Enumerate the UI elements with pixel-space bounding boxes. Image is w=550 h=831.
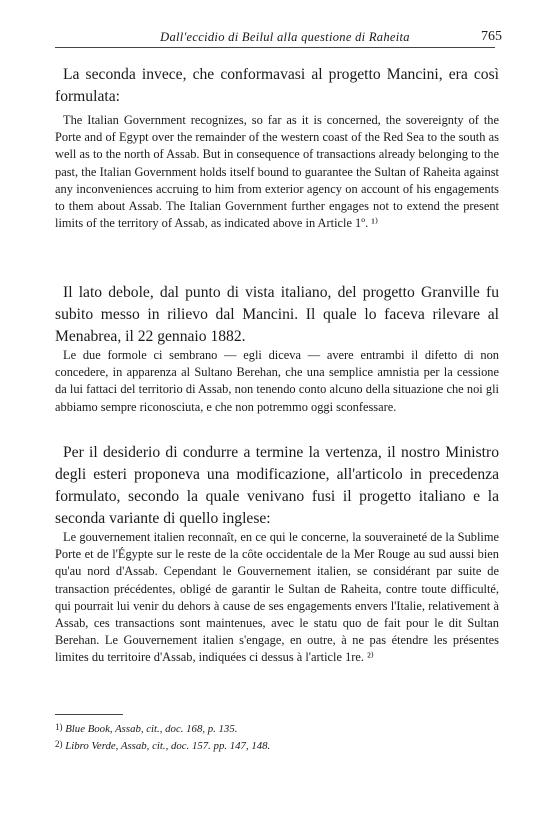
french-quote-paragraph: Le gouvernement italien reconnaît, en ce qui le concerne, la souveraineté de la Sublime Porte et de l'Égypte sur le reste de la côte occidentale de la Mer Rouge au sud aussi bien qu'au nord d'Assab. Cependant le Gouvernement italien, se considérant par suite de transaction précédentes, obligé de garantir le Sultan de Raheita, contre toute difficulté, qui pourrait lui venir du dehors à cause de ses engagements envers l'Italie, relativement à Assab, ces transactions sont maintenues, avec le statu quo de fait pour le dit Sultan Berehan. Le Gouvernement italien s'engage, en outre, à ne pas étendre les présentes limites du territoire d'Assab, indiquées ci dessus à l'article 1re. ²⁾ xyxy=(55,530,499,665)
intro-paragraph: La seconda invece, che conformavasi al progetto Mancini, era così formulata: xyxy=(55,66,499,105)
page-number: 765 xyxy=(481,29,502,44)
footnote-text: Blue Book, Assab, cit., doc. 168, p. 135. xyxy=(65,723,238,735)
footnote-marker: 1) xyxy=(55,722,63,732)
footnote-divider xyxy=(55,714,123,715)
footnote-item xyxy=(55,720,475,737)
mancini-quote-paragraph: Le due formole ci sembrano — egli diceva — avere entrambi il difetto di non concedere, in apparenza al Sultano Berehan, che una semplice amnistia per la cessione da lui fattaci del territorio di Assab, non tenendo conto alcuno della situazione che noi gli abbiamo sempre riconosciuta, e che non potremmo oggi sconfessare. xyxy=(55,348,499,414)
english-quote-paragraph: The Italian Government recognizes, so far as it is concerned, the sovereignty of the Porte and of Egypt over the remainder of the western coast of the Red Sea to the south as well as to the north of Assab. But in consequence of transactions already belonging to the past, the Italian Government holds itself bound to guarantee the Sultan of Raheita against any inconveniences accruing to him from exterior agency on account of his engagements to them about Assab. The Italian Government further engages not to extend the present limits of the territory of Assab, as indicated above in Article 1º. ¹⁾ xyxy=(55,113,499,231)
footnote-text: Libro Verde, Assab, cit., doc. 157. pp. 147, 148. xyxy=(65,740,271,752)
header-divider xyxy=(55,47,495,48)
granville-paragraph: Il lato debole, dal punto di vista italiano, del progetto Granville fu subito messo in rilievo dal Mancini. Il quale lo faceva rilevare al Menabrea, il 22 gennaio 1882. xyxy=(55,284,499,345)
footnote-marker: 2) xyxy=(55,739,63,749)
running-header: Dall'eccidio di Beilul alla questione di Raheita xyxy=(160,30,410,44)
footnote-item xyxy=(55,737,475,754)
proposal-paragraph: Per il desiderio di condurre a termine la vertenza, il nostro Ministro degli esteri proponeva una modificazione, all'articolo in precedenza formulato, secondo la quale venivano fusi il progetto italiano e la seconda variante di quello inglese: xyxy=(55,444,499,527)
footnotes xyxy=(55,720,475,754)
